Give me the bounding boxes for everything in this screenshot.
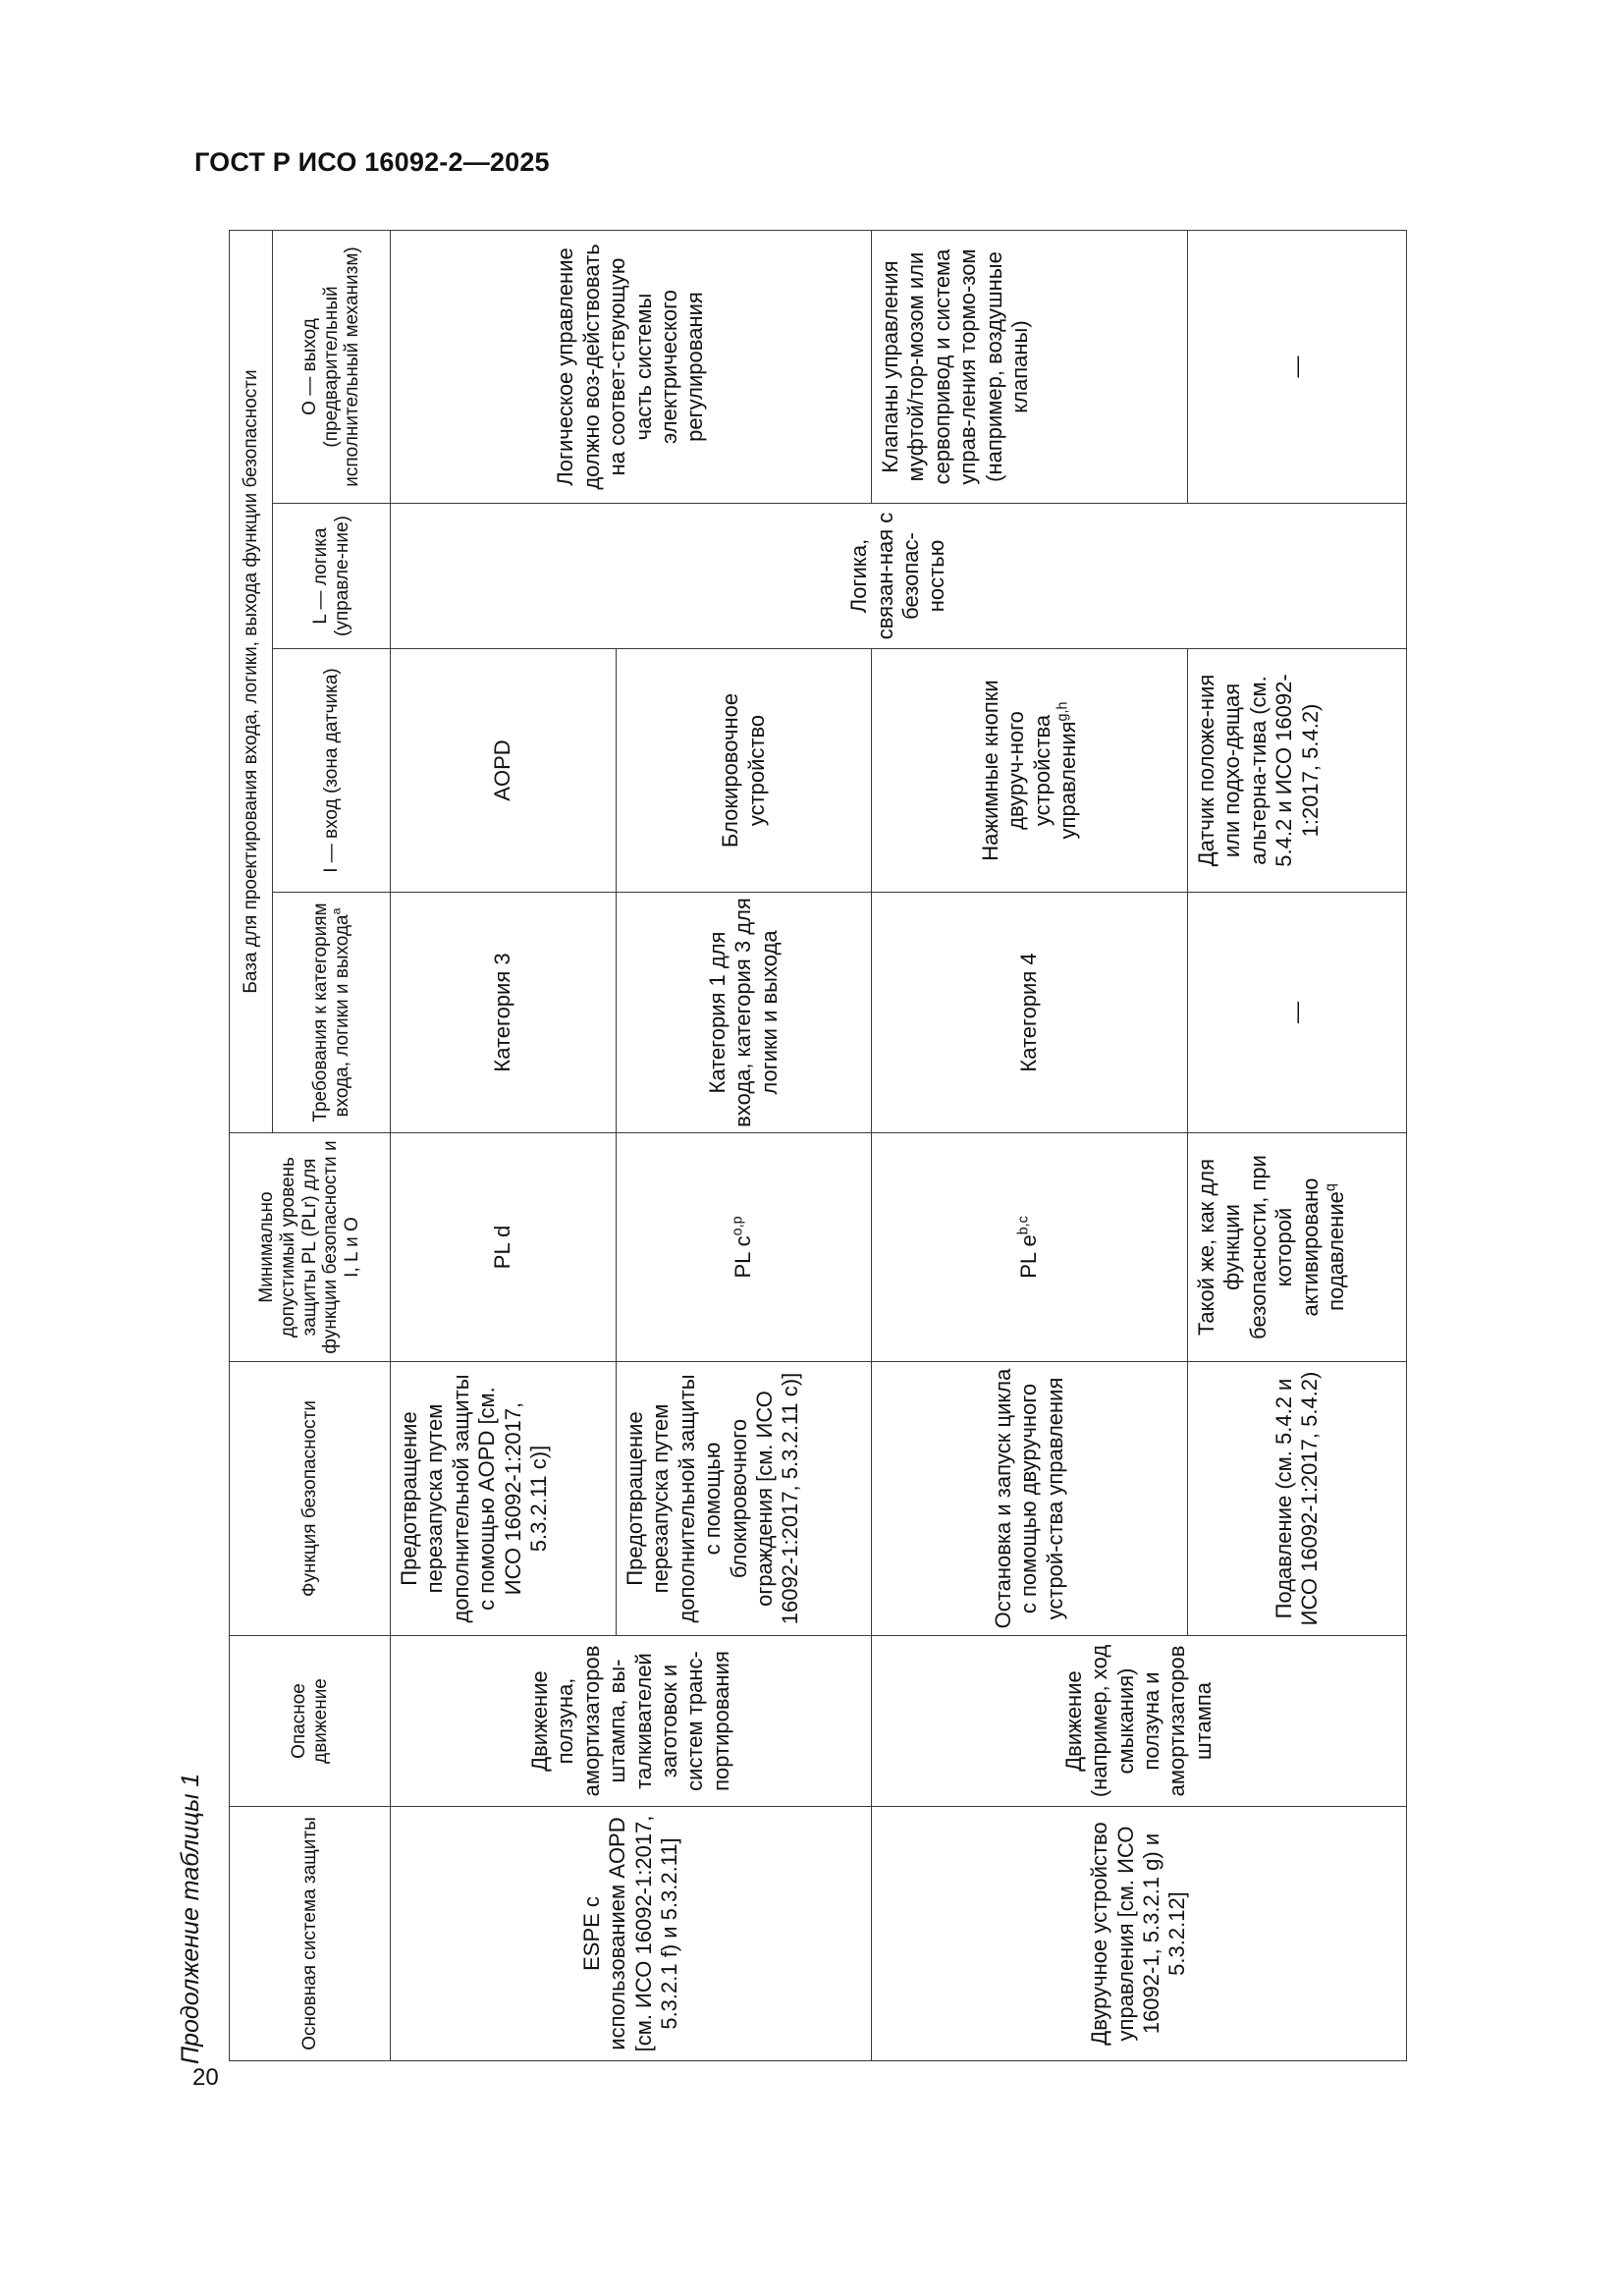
cell-thc-function-stop-start: Остановка и запуск цикла с помощью двуручного устрой-ства управления xyxy=(872,1362,1188,1636)
cell-thc-motion: Движение (например, ход смыкания) ползуна и амортизаторов штампа xyxy=(872,1636,1407,1807)
header-logic: L — логика (управле-ние) xyxy=(273,504,391,649)
header-category-requirements: Требования к категориям входа, логики и выхода$^a$ xyxy=(273,893,391,1133)
cell-thc-category-stop-start: Категория 4 xyxy=(872,893,1188,1133)
cell-thc-category-muting: — xyxy=(1188,893,1407,1133)
cell-espe-input-guard: Блокировочное устройство xyxy=(617,649,872,893)
cell-thc-system: Двуручное устройство управления [см. ИСО 16092-1, 5.3.2.1 g) и 5.3.2.12] xyxy=(872,1807,1407,2061)
cell-espe-category-guard: Категория 1 для входа, категория 3 для логики и выхода xyxy=(617,893,872,1133)
cell-espe-motion: Движение ползуна, амортизаторов штампа, вы-талкивателей заготовок и систем транс-портирования xyxy=(391,1636,872,1807)
cell-espe-input-aopd: AOPD xyxy=(391,649,617,893)
cell-thc-pl-muting: Такой же, как для функции безопасности, при которой активировано подавление$^q$ xyxy=(1188,1133,1407,1362)
cell-thc-input-sensor: Датчик положе-ния или подхо-дящая альтерна-тива (см. 5.4.2 и ИСО 16092-1:2017, 5.4.2) xyxy=(1188,649,1407,893)
header-design-basis-group: База для проектирования входа, логики, выхода функции безопасности xyxy=(230,231,273,1133)
table-caption: Продолжение таблицы 1 xyxy=(177,1773,204,2064)
cell-thc-function-muting: Подавление (см. 5.4.2 и ИСО 16092-1:2017, 5.4.2) xyxy=(1188,1362,1407,1636)
cell-thc-input-buttons: Нажимные кнопки двуруч-ного устройства управления$^{g,h}$ xyxy=(872,649,1188,893)
cell-espe-output: Логическое управление должно воз-действовать на соответ-ствующую часть системы электрического регулирования xyxy=(391,231,872,504)
cell-thc-output-valves: Клапаны управления муфтой/тор-мозом или сервопривод и система управ-ления тормо-зом (например, воздушные клапаны) xyxy=(872,231,1188,504)
cell-thc-pl-stop-start: PL $e^{b,c}$ xyxy=(872,1133,1188,1362)
header-min-pl: Минимально допустимый уровень защиты PL (PLr) для функции безопасности и I, L и O xyxy=(230,1133,391,1362)
cell-espe-pl-aopd: PL d xyxy=(391,1133,617,1362)
header-output: O — выход (предварительный исполнительный механизм) xyxy=(273,231,391,504)
cell-espe-category-aopd: Категория 3 xyxy=(391,893,617,1133)
cell-espe-function-guard: Предотвращение перезапуска путем дополнительной защиты с помощью блокировочного ограждения [см. ИСО 16092-1:2017, 5.3.2.11 c)] xyxy=(617,1362,872,1636)
cell-espe-function-aopd: Предотвращение перезапуска путем дополнительной защиты с помощью AOPD [см. ИСО 16092-1:2017, 5.3.2.11 c)] xyxy=(391,1362,617,1636)
rotated-table-container xyxy=(229,231,1406,2061)
cell-espe-pl-guard: PL $c^{o,p}$ xyxy=(617,1133,872,1362)
safety-functions-table xyxy=(229,230,1407,2061)
cell-espe-system: ESPE с использованием AOPD [см. ИСО 16092-1:2017, 5.3.2.1 f) и 5.3.2.11] xyxy=(391,1807,872,2061)
cell-safety-logic: Логика, связан-ная с безопас-ностью xyxy=(391,504,1407,649)
document-header: ГОСТ Р ИСО 16092-2—2025 xyxy=(194,147,550,177)
header-safety-function: Функция безопасности xyxy=(230,1362,391,1636)
header-input: I — вход (зона датчика) xyxy=(273,649,391,893)
header-protection-system: Основная система защиты xyxy=(230,1807,391,2061)
header-hazardous-motion: Опасное движение xyxy=(230,1636,391,1807)
cell-thc-output-muting: — xyxy=(1188,231,1407,504)
page-number: 20 xyxy=(192,2064,219,2091)
